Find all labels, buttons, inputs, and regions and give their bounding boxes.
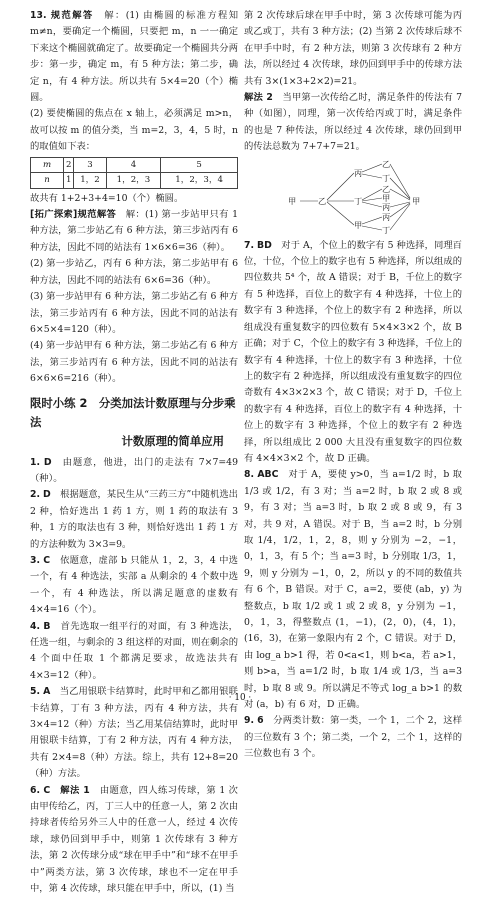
tree-root: 甲 [288,195,297,206]
answer-5: 5. A 当乙用银联卡结算时，此时甲和乙都用银联卡结算，丁有 3 种方法，丙有 4 种方法，共有 3×4=12（种）方法；当乙用某信结算时，此时甲用银联卡结算，丁有 2 种方法，丙有 4 种方法，共有 2×4=8（种）方法。综上，共有 12+8=20（种）方法。 [30,686,238,780]
tree-l3: 乙 [382,183,391,194]
tree-l3: 丙 [382,211,391,222]
extension-answer: [拓广探索]规范解答 解：(1) 第一步站甲只有 1 种方法，第二步站乙有 6 种方法，第三步站丙有 6 种方法，因此不同的站法有 1×6×6=36（种）。 [30,209,238,253]
value-table [30,157,238,189]
left-column [30,8,238,898]
tree-l3: 丙 [382,201,391,212]
answer-6-method2: 解法 2 当甲第一次传给乙时，满足条件的传法有 7 种（如图），同理，第一次传给丙或丁时，满足条件的也是 7 种传法，所以经过 4 次传球，球仍回到甲的传法总数为 7+7+7=21。 [244,92,462,153]
section-title: 限时小练 2 分类加法计数原理与分步乘法 计数原理的简单应用 [30,395,236,448]
tree-l2: 丙 [354,167,363,178]
tree-l2: 甲 [354,219,363,230]
answer-4: 4. B 首先选取一组平行的对面，有 3 种选法，任选一组，与剩余的 3 组这样的对面，则在剩余的 4 个面中任取 1 个都满足要求，故选法共有 4×3=12（种）。 [30,620,238,681]
tree-l3: 丁 [382,172,391,183]
page-number: · 10 · [228,693,252,703]
answer-8: 8. ABC 对于 A，要使 y>0，当 a=1/2 时，b 取 1/3 或 1/2，有 3 对；当 a=2 时，b 取 2 或 8 或 9，有 3 对；当 a=3 时，b 取 2 或 8 或 9，有 3 对，共 9 对，A 错误。对于 B，当 a=2 时，b 分别取 1/4，1/2，1，2，8，则 y 分别为 −2，−1，0，1，3，有 5 个；当 a=3 时，b 分别取 1/3，1，9，则 y 分别为 −1，0，2，所以 y 的不同的数值共有 6 个，B 错误。对于 C，a=2，要使 (ab，y) 为整数点，b 取 1/2 或 1 或 2 或 8，y 分别为 −1，0，1，3，得整数点 (1，−1)，(2，0)，(4，1)，(16，3)，在第一象限内有 2 个，C 错误。对于 D，由 log_a b>1 得，若 0<a<1，则 b<a，若 a>1，则 b>a，当 a=1/2 时，b 取 1/4 或 1/3，当 a=3 时，b 取 8 或 9。所以满足不等式 log_a b>1 的数对 (a，b) 有 6 对，D 正确。 [244,469,462,711]
tree-l2: 丁 [354,195,363,206]
answer-13-part2: (2) 要使椭圆的焦点在 x 轴上，必须满足 m>n，故可以按 m 的值分类，当 m=2，3，4，5 时，n 的取值如下表： [30,108,238,153]
right-column [244,8,462,763]
extension-part3: (3) 第一步站甲有 6 种方法，第二步站乙有 6 种方法，第三步站丙有 6 种方法，因此不同的站法有 6×5×4=120（种）。 [30,291,238,335]
answer-13: 13. 规范解答 解：(1) 由椭圆的标准方程知 m≠n，要确定一个椭圆，只要把 m，n 一一确定下来这个椭圆就确定了。故要确定一个椭圆共分两步：第一步，确定 m，有 5 种方法；第二步，确定 n，有 4 种方法。所以共有 5×4=20（个）椭圆。 [30,10,238,104]
tree-leaf: 甲 [412,195,421,206]
table-row-n: n 1 1，2 1，2，3 1，2，3，4 [31,173,238,189]
answer-7: 7. BD 对于 A，个位上的数字有 5 种选择，同理百位，十位，个位上的数字也有 5 种选择，所以组成的四位数共 5⁴ 个，故 A 错误；对于 B，千位上的数字有 5 种选择，百位上的数字有 4 种选择，十位上的数字有 3 种选择，个位上的数字有 2 种选择，所以组成没有重复数字的四位数有 5×4×3×2 个，故 B 正确；对于 C，个位上的数字有 3 种选择，千位上的数字有 4 种选择，十位上的数字有 3 种选择，十位上的数字有 2 种选择，所以组成没有重复数字的四位奇数有 4×3×2×3 个，故 C 错误；对于 D，千位上的数字有 4 种选择，百位上的数字有 4 种选择，十位上的数字有 3 种选择，个位上的数字有 2 种选择，所以组成比 2 000 大且没有重复数字的四位数有 4×4×3×2 个，故 D 正确。 [244,239,462,464]
answer-13-conclusion: 故共有 1+2+3+4=10（个）椭圆。 [30,192,184,204]
answer-2: 2. D 根据题意，某民生从“三药三方”中随机选出 2 种，恰好选出 1 药 1 方，则 1 药的取法有 3 种，1 方的取法也有 3 种，则恰好选出 1 药 1 方的方法种数为 3×3=9。 [30,489,238,550]
answer-1: 1. D 由题意，他进，出门的走法有 7×7=49（种）。 [30,456,238,484]
tree-l3: 丁 [382,224,391,235]
answer-3: 3. C 依题意，虚部 b 只能从 1，2，3，4 中选一个，有 4 种选法，实部 a 从剩余的 4 个数中选一个，有 4 种选法，所以满足题意的虚数有 4×4=16（个）。 [30,554,238,616]
extension-part4: (4) 第一步站甲有 6 种方法，第二步站乙有 6 种方法，第三步站丙有 6 种方法，因此不同的站法有 6×6×6=216（种）。 [30,340,238,385]
tree-l3: 乙 [382,158,391,169]
table-row-m: m 2 3 4 5 [31,157,238,173]
answer-6-continued: 第 2 次传球后球在甲手中时，第 3 次传球可能为丙或乙或丁，共有 3 种方法；(2) 当第 2 次传球后球不在甲手中时，有 2 种方法，则第 3 次传球有 2 种方法，所以经过 4 次传球，球仍回到甲手中的传球方法共有 3×(1×3+2×2)=21。 [244,10,462,87]
answer-6: 6. C 解法 1 由题意，四人练习传球，第 1 次由甲传给乙，丙，丁三人中的任意一人，第 2 次由持球者传给另外三人中的任意一人，经过 4 次传球，球仍回到甲手中，则第 1 次传球有 3 种方法，第 2 次传球分成“球在甲手中”和“球不在甲手中”两类方法，第 3 次传球，球也不一定在甲手中，第 4 次传球，球只能在甲手中，所以，(1) 当 [30,784,238,895]
tree-mid: 乙 [318,195,327,206]
answer-9: 9. 6 分两类计数：第一类，一个 1，二个 2，这样的三位数有 3 个；第二类，一个 2，二个 1，这样的三位数也有 3 个。 [244,715,462,760]
pass-tree-diagram [278,158,428,236]
tree-l3: 甲 [382,192,391,203]
extension-part2: (2) 第一步站乙，丙有 6 种方法，第二步站甲有 6 种方法，因此不同的站法有 6×6=36（种）。 [30,258,238,286]
